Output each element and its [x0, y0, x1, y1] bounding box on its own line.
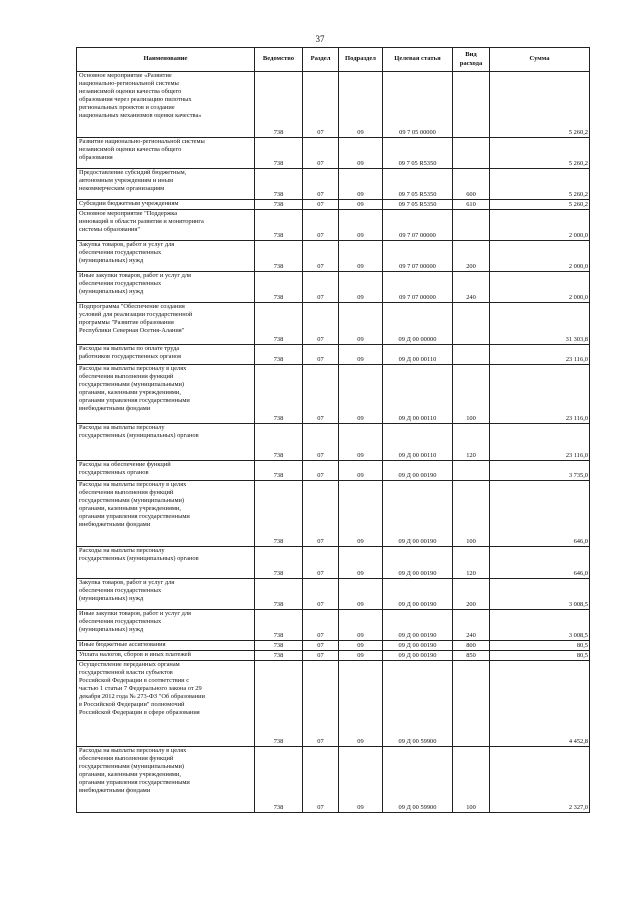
- table-row: [77, 747, 590, 813]
- row-name: Субсидии бюджетным учреждениям: [77, 200, 255, 210]
- row-name: Уплата налогов, сборов и иных платежей: [77, 651, 255, 661]
- row-name: Расходы на выплаты персоналу в целях обеспечения выполнения функций государственными (муниципальными) органами, казенными учреждениями, органами управления государственными внебюджетными фондами: [77, 481, 255, 547]
- table-row: [77, 138, 590, 169]
- row-name: Расходы на выплаты персоналу государственных (муниципальных) органов: [77, 424, 255, 461]
- row-dept: 738: [255, 641, 303, 651]
- table-row: [77, 303, 590, 345]
- row-section: 07: [303, 241, 339, 272]
- row-sum: 4 452,8: [490, 661, 590, 747]
- row-section: 07: [303, 641, 339, 651]
- row-target: 09 7 07 00000: [383, 241, 453, 272]
- row-target: 09 7 05 00000: [383, 72, 453, 138]
- row-subsection: 09: [339, 365, 383, 424]
- row-target: 09 Д 00 59900: [383, 747, 453, 813]
- row-section: 07: [303, 481, 339, 547]
- row-subsection: 09: [339, 547, 383, 579]
- row-section: 07: [303, 651, 339, 661]
- row-type: [453, 72, 490, 138]
- row-sum: 2 000,0: [490, 272, 590, 303]
- row-name: Закупка товаров, работ и услуг для обеспечения государственных (муниципальных) нужд: [77, 241, 255, 272]
- row-subsection: 09: [339, 138, 383, 169]
- row-name: Расходы на выплаты персоналу в целях обеспечения выполнения функций государственными (муниципальными) органами, казенными учреждениями, органами управления государственными внебюджетными фондами: [77, 747, 255, 813]
- table-row: [77, 424, 590, 461]
- row-sum: 5 260,2: [490, 72, 590, 138]
- row-target: 09 Д 00 00190: [383, 610, 453, 641]
- row-sum: 646,0: [490, 547, 590, 579]
- row-section: 07: [303, 547, 339, 579]
- row-target: 09 Д 00 00190: [383, 651, 453, 661]
- row-name: Предоставление субсидий бюджетным, автономным учреждениям и иным некоммерческим организациям: [77, 169, 255, 200]
- table-row: [77, 365, 590, 424]
- row-dept: 738: [255, 365, 303, 424]
- row-type: [453, 303, 490, 345]
- row-target: 09 7 07 00000: [383, 210, 453, 241]
- table-row: [77, 241, 590, 272]
- table-row: [77, 547, 590, 579]
- header-subsection: Подраздел: [339, 48, 383, 72]
- row-section: 07: [303, 365, 339, 424]
- row-name: Закупка товаров, работ и услуг для обеспечения государственных (муниципальных) нужд: [77, 579, 255, 610]
- row-type: 100: [453, 747, 490, 813]
- row-name: Основное мероприятие "Поддержка инноваций в области развития и мониторинга системы образования": [77, 210, 255, 241]
- row-target: 09 Д 00 00190: [383, 547, 453, 579]
- row-sum: 3 735,0: [490, 461, 590, 481]
- row-dept: 738: [255, 747, 303, 813]
- row-subsection: 09: [339, 424, 383, 461]
- table-row: [77, 661, 590, 747]
- table-row: [77, 272, 590, 303]
- row-type: 100: [453, 481, 490, 547]
- row-type: 850: [453, 651, 490, 661]
- row-dept: 738: [255, 241, 303, 272]
- row-sum: 23 116,0: [490, 424, 590, 461]
- row-section: 07: [303, 424, 339, 461]
- row-name: Расходы на выплаты персоналу в целях обеспечения выполнения функций государственными (муниципальными) органами, казенными учреждениями, органами управления государственными внебюджетными фондами: [77, 365, 255, 424]
- row-section: 07: [303, 72, 339, 138]
- header-name: Наименование: [77, 48, 255, 72]
- row-dept: 738: [255, 200, 303, 210]
- row-section: 07: [303, 169, 339, 200]
- row-section: 07: [303, 661, 339, 747]
- row-target: 09 Д 00 00110: [383, 424, 453, 461]
- row-type: [453, 661, 490, 747]
- row-dept: 738: [255, 424, 303, 461]
- row-dept: 738: [255, 610, 303, 641]
- row-sum: 5 260,2: [490, 169, 590, 200]
- row-subsection: 09: [339, 579, 383, 610]
- row-dept: 738: [255, 579, 303, 610]
- row-dept: 738: [255, 169, 303, 200]
- budget-table: [76, 47, 590, 813]
- header-type: Вид расхода: [453, 48, 490, 72]
- row-type: 240: [453, 610, 490, 641]
- table-row: [77, 610, 590, 641]
- row-subsection: 09: [339, 210, 383, 241]
- row-name: Иные закупки товаров, работ и услуг для обеспечения государственных (муниципальных) нужд: [77, 272, 255, 303]
- row-target: 09 Д 00 00110: [383, 345, 453, 365]
- row-dept: 738: [255, 481, 303, 547]
- table-row: [77, 641, 590, 651]
- row-sum: 31 303,8: [490, 303, 590, 345]
- header-sum: Сумма: [490, 48, 590, 72]
- row-dept: 738: [255, 461, 303, 481]
- row-sum: 80,5: [490, 641, 590, 651]
- row-sum: 80,5: [490, 651, 590, 661]
- row-section: 07: [303, 200, 339, 210]
- row-section: 07: [303, 345, 339, 365]
- row-subsection: 09: [339, 651, 383, 661]
- row-dept: 738: [255, 272, 303, 303]
- table-row: [77, 651, 590, 661]
- row-section: 07: [303, 138, 339, 169]
- row-name: Иные закупки товаров, работ и услуг для обеспечения государственных (муниципальных) нужд: [77, 610, 255, 641]
- row-section: 07: [303, 210, 339, 241]
- row-target: 09 Д 00 00110: [383, 365, 453, 424]
- row-target: 09 7 07 00000: [383, 272, 453, 303]
- row-name: Расходы на выплаты по оплате труда работников государственных органов: [77, 345, 255, 365]
- row-subsection: 09: [339, 481, 383, 547]
- row-name: Основное мероприятие «Развитие национально-региональной системы независимой оценки качества общего образования через реализацию пилотных региональных проектов и создание национальных механизмов оценки качества»: [77, 72, 255, 138]
- row-subsection: 09: [339, 72, 383, 138]
- row-type: 100: [453, 365, 490, 424]
- row-sum: 5 260,2: [490, 200, 590, 210]
- row-dept: 738: [255, 72, 303, 138]
- header-section: Раздел: [303, 48, 339, 72]
- row-sum: 2 327,0: [490, 747, 590, 813]
- row-type: 120: [453, 424, 490, 461]
- table-row: [77, 210, 590, 241]
- row-sum: 646,0: [490, 481, 590, 547]
- table-row: [77, 72, 590, 138]
- row-section: 07: [303, 747, 339, 813]
- row-type: 600: [453, 169, 490, 200]
- row-type: 800: [453, 641, 490, 651]
- row-type: [453, 461, 490, 481]
- row-dept: 738: [255, 138, 303, 169]
- table-row: [77, 169, 590, 200]
- header-target: Целевая статья: [383, 48, 453, 72]
- row-section: 07: [303, 610, 339, 641]
- row-sum: 23 116,0: [490, 345, 590, 365]
- row-subsection: 09: [339, 272, 383, 303]
- row-type: 610: [453, 200, 490, 210]
- row-subsection: 09: [339, 169, 383, 200]
- row-type: 240: [453, 272, 490, 303]
- row-dept: 738: [255, 210, 303, 241]
- row-sum: 2 000,0: [490, 210, 590, 241]
- table-row: [77, 579, 590, 610]
- row-subsection: 09: [339, 200, 383, 210]
- row-target: 09 Д 00 00190: [383, 461, 453, 481]
- row-target: 09 Д 00 00000: [383, 303, 453, 345]
- row-type: 200: [453, 241, 490, 272]
- row-subsection: 09: [339, 303, 383, 345]
- row-target: 09 Д 00 00190: [383, 641, 453, 651]
- table-row: [77, 481, 590, 547]
- row-section: 07: [303, 272, 339, 303]
- table-row: [77, 345, 590, 365]
- row-subsection: 09: [339, 241, 383, 272]
- row-target: 09 Д 00 00190: [383, 579, 453, 610]
- row-target: 09 Д 00 59900: [383, 661, 453, 747]
- row-dept: 738: [255, 345, 303, 365]
- page-number: 37: [315, 34, 325, 44]
- header-dept: Ведомство: [255, 48, 303, 72]
- table-row: [77, 461, 590, 481]
- row-type: [453, 138, 490, 169]
- row-subsection: 09: [339, 345, 383, 365]
- row-target: 09 7 05 R5350: [383, 169, 453, 200]
- row-target: 09 7 05 R5350: [383, 200, 453, 210]
- row-subsection: 09: [339, 747, 383, 813]
- row-section: 07: [303, 579, 339, 610]
- row-name: Иные бюджетные ассигнования: [77, 641, 255, 651]
- row-subsection: 09: [339, 661, 383, 747]
- row-subsection: 09: [339, 610, 383, 641]
- row-sum: 3 008,5: [490, 610, 590, 641]
- row-subsection: 09: [339, 461, 383, 481]
- row-type: 200: [453, 579, 490, 610]
- row-sum: 3 008,5: [490, 579, 590, 610]
- table-header-row: [77, 48, 590, 72]
- row-name: Подпрограмма "Обеспечение создания условий для реализации государственной программы "Развитие образования Республики Северная Осетия-Алания": [77, 303, 255, 345]
- row-name: Осуществление переданных органам государственной власти субъектов Российской Федерации в соответствии с частью 1 статьи 7 Федерального закона от 29 декабря 2012 года № 273-ФЗ "Об образовании в Российской Федерации" полномочий Российской Федерации в сфере образования: [77, 661, 255, 747]
- row-target: 09 7 05 R5350: [383, 138, 453, 169]
- row-name: Расходы на обеспечение функций государственных органов: [77, 461, 255, 481]
- row-dept: 738: [255, 651, 303, 661]
- row-sum: 2 000,0: [490, 241, 590, 272]
- row-dept: 738: [255, 661, 303, 747]
- row-sum: 5 260,2: [490, 138, 590, 169]
- row-target: 09 Д 00 00190: [383, 481, 453, 547]
- row-dept: 738: [255, 303, 303, 345]
- row-section: 07: [303, 461, 339, 481]
- row-dept: 738: [255, 547, 303, 579]
- row-type: 120: [453, 547, 490, 579]
- row-type: [453, 345, 490, 365]
- row-name: Развитие национально-региональной системы независимой оценки качества общего образования: [77, 138, 255, 169]
- row-section: 07: [303, 303, 339, 345]
- row-name: Расходы на выплаты персоналу государственных (муниципальных) органов: [77, 547, 255, 579]
- row-type: [453, 210, 490, 241]
- table-row: [77, 200, 590, 210]
- row-sum: 23 116,0: [490, 365, 590, 424]
- row-subsection: 09: [339, 641, 383, 651]
